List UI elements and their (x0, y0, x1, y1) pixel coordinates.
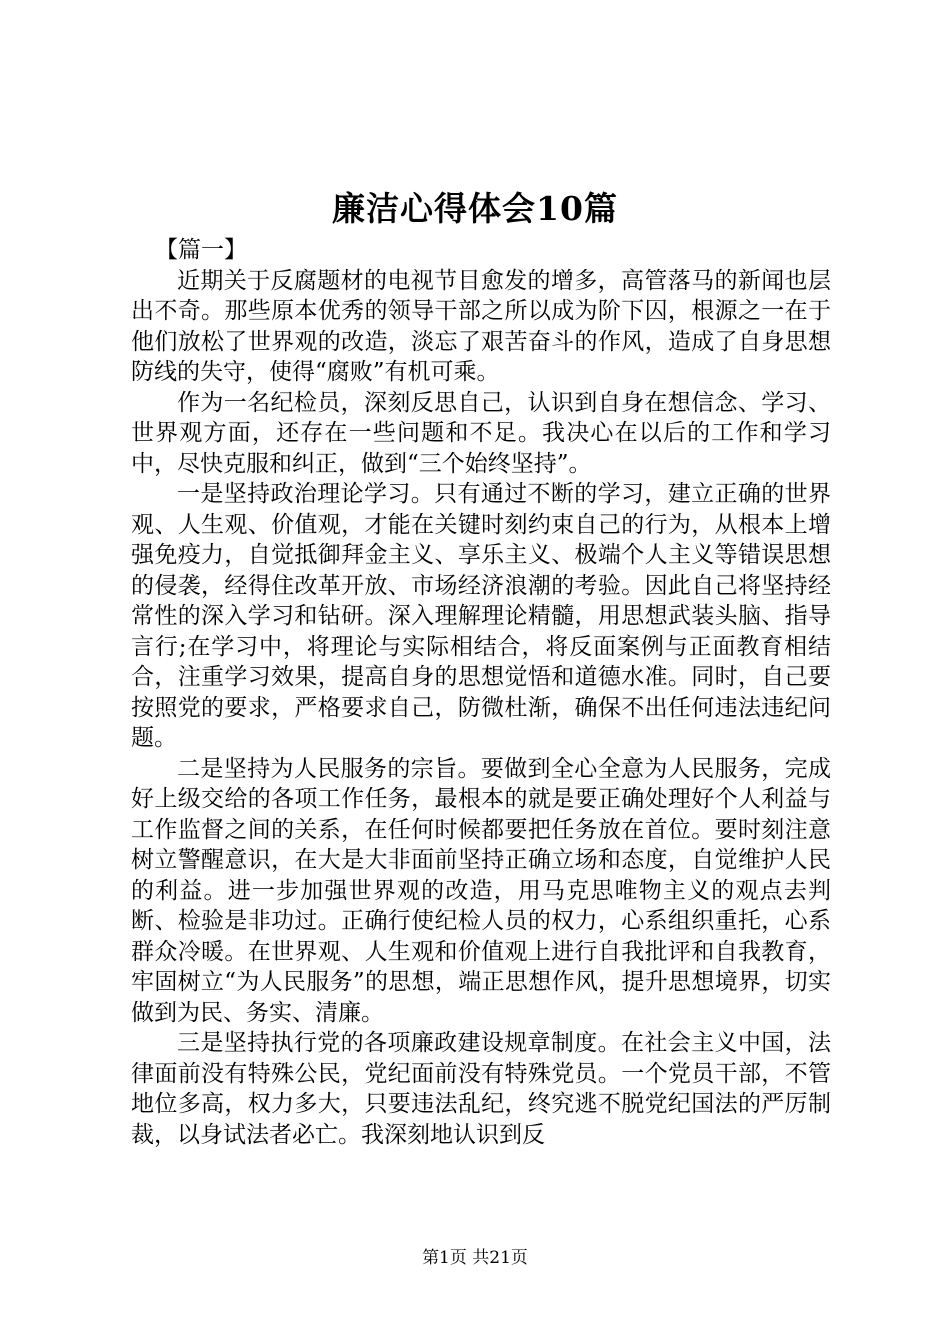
paragraph-point-two: 二是坚持为人民服务的宗旨。要做到全心全意为人民服务，完成好上级交给的各项工作任务，最根本的就是要正确处理好个人利益与工作监督之间的关系，在任何时候都要把任务放在首位。要时刻注意树立警醒意识，在大是大非面前坚持正确立场和态度，自觉维护人民的利益。进一步加强世界观的改造，用马克思唯物主义的观点去判断、检验是非功过。正确行使纪检人员的权力，心系组织重托，心系群众冷暖。在世界观、人生观和价值观上进行自我批评和自我教育，牢固树立“为人民服务”的思想，端正思想作风，提升思想境界，切实做到为民、务实、清廉。 (131, 755, 831, 1026)
page-number-footer: 第1页 共21页 (422, 1248, 528, 1268)
paragraph-reflection: 作为一名纪检员，深刻反思自己，认识到自身在想信念、学习、世界观方面，还存在一些问题和不足。我决心在以后的工作和学习中，尽快克服和纠正，做到“三个始终坚持”。 (131, 389, 831, 477)
document-title: 廉洁心得体会10篇 (332, 189, 618, 228)
paragraph-point-three: 三是坚持执行党的各项廉政建设规章制度。在社会主义中国，法律面前没有特殊公民，党纪面前没有特殊党员。一个党员干部，不管地位多高，权力多大，只要违法乱纪，终究逃不脱党纪国法的严厉制裁，以身试法者必亡。我深刻地认识到反 (131, 1030, 831, 1148)
section-heading: 【篇一】 (155, 237, 247, 263)
paragraph-point-one: 一是坚持政治理论学习。只有通过不断的学习，建立正确的世界观、人生观、价值观，才能在关键时刻约束自己的行为，从根本上增强免疫力，自觉抵御拜金主义、享乐主义、极端个人主义等错误思想的侵袭，经得住改革开放、市场经济浪潮的考验。因此自己将坚持经常性的深入学习和钻研。深入理解理论精髓，用思想武装头脑、指导言行;在学习中，将理论与实际相结合，将反面案例与正面教育相结合，注重学习效果，提高自身的思想觉悟和道德水准。同时，自己要按照党的要求，严格要求自己，防微杜渐，确保不出任何违法违纪问题。 (131, 481, 831, 751)
document-body (131, 235, 831, 1150)
paragraph-intro: 近期关于反腐题材的电视节目愈发的增多，高管落马的新闻也层出不奇。那些原本优秀的领导干部之所以成为阶下囚，根源之一在于他们放松了世界观的改造，淡忘了艰苦奋斗的作风，造成了自身思想防线的失守，使得“腐败”有机可乘。 (131, 267, 831, 385)
